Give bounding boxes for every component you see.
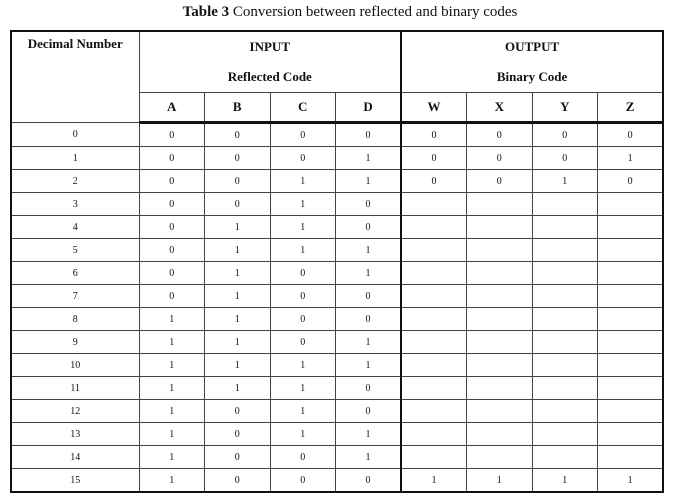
decimal-cell: 6 (11, 262, 139, 285)
input-cell-d: 1 (336, 262, 402, 285)
input-cell-d: 0 (336, 285, 402, 308)
output-cell-z: 1 (598, 469, 664, 493)
output-cell-y (532, 216, 598, 239)
output-cell-x: 1 (467, 469, 533, 493)
table-caption (0, 4, 700, 21)
output-cell-x (467, 446, 533, 469)
output-cell-y (532, 354, 598, 377)
table-row (11, 331, 663, 354)
output-cell-x: 0 (467, 123, 533, 147)
input-cell-c: 1 (270, 354, 336, 377)
input-cell-a: 0 (139, 170, 205, 193)
column-header-a: A (139, 93, 205, 123)
input-cell-b: 1 (205, 262, 271, 285)
output-cell-w (401, 423, 467, 446)
output-cell-x (467, 239, 533, 262)
output-cell-w (401, 331, 467, 354)
table-row (11, 216, 663, 239)
input-cell-d: 1 (336, 170, 402, 193)
input-cell-b: 1 (205, 331, 271, 354)
output-cell-z (598, 216, 664, 239)
table-row (11, 262, 663, 285)
output-cell-x (467, 423, 533, 446)
input-cell-c: 0 (270, 331, 336, 354)
output-cell-w (401, 262, 467, 285)
column-header-y: Y (532, 93, 598, 123)
table-row (11, 469, 663, 493)
output-header (401, 31, 663, 93)
output-cell-w (401, 446, 467, 469)
output-cell-y (532, 377, 598, 400)
table-row (11, 239, 663, 262)
output-cell-x (467, 377, 533, 400)
decimal-cell: 7 (11, 285, 139, 308)
input-cell-d: 0 (336, 469, 402, 493)
output-cell-w: 0 (401, 147, 467, 170)
input-cell-c: 1 (270, 193, 336, 216)
output-cell-y: 1 (532, 469, 598, 493)
input-cell-a: 0 (139, 147, 205, 170)
column-header-w: W (401, 93, 467, 123)
output-cell-y (532, 423, 598, 446)
output-cell-w (401, 193, 467, 216)
output-cell-x (467, 354, 533, 377)
column-header-z: Z (598, 93, 664, 123)
output-cell-y (532, 400, 598, 423)
table-body (11, 123, 663, 493)
output-cell-z: 1 (598, 147, 664, 170)
output-cell-z (598, 308, 664, 331)
input-cell-d: 1 (336, 331, 402, 354)
output-cell-y: 1 (532, 170, 598, 193)
output-cell-x: 0 (467, 170, 533, 193)
decimal-cell: 9 (11, 331, 139, 354)
input-cell-a: 1 (139, 446, 205, 469)
decimal-cell: 5 (11, 239, 139, 262)
table-row (11, 423, 663, 446)
output-cell-y (532, 262, 598, 285)
reflected-code-title: Reflected Code (227, 69, 312, 84)
input-cell-d: 0 (336, 377, 402, 400)
input-cell-d: 1 (336, 423, 402, 446)
output-cell-z (598, 423, 664, 446)
output-cell-z (598, 354, 664, 377)
column-header-x: X (467, 93, 533, 123)
input-cell-a: 0 (139, 216, 205, 239)
table-row (11, 123, 663, 147)
output-cell-w: 1 (401, 469, 467, 493)
table-row (11, 147, 663, 170)
input-cell-d: 0 (336, 193, 402, 216)
input-cell-b: 1 (205, 285, 271, 308)
decimal-cell: 15 (11, 469, 139, 493)
caption-label: Table 3 (182, 4, 230, 20)
output-cell-x (467, 331, 533, 354)
table-row (11, 308, 663, 331)
decimal-cell: 14 (11, 446, 139, 469)
conversion-table (10, 30, 664, 493)
output-cell-y (532, 446, 598, 469)
input-cell-c: 0 (270, 285, 336, 308)
input-cell-a: 1 (139, 308, 205, 331)
decimal-cell: 3 (11, 193, 139, 216)
output-cell-z (598, 331, 664, 354)
table-row (11, 193, 663, 216)
input-cell-d: 0 (336, 400, 402, 423)
output-cell-w (401, 239, 467, 262)
output-cell-w: 0 (401, 123, 467, 147)
output-cell-w: 0 (401, 170, 467, 193)
input-cell-d: 0 (336, 123, 402, 147)
output-cell-z: 0 (598, 123, 664, 147)
input-cell-c: 1 (270, 216, 336, 239)
input-title: INPUT (249, 39, 290, 54)
output-cell-z (598, 262, 664, 285)
input-cell-c: 0 (270, 147, 336, 170)
output-cell-y (532, 285, 598, 308)
input-cell-d: 0 (336, 308, 402, 331)
output-cell-w (401, 377, 467, 400)
input-header (139, 31, 401, 93)
column-header-d: D (336, 93, 402, 123)
output-cell-x (467, 193, 533, 216)
table-row (11, 170, 663, 193)
output-cell-w (401, 308, 467, 331)
input-cell-b: 0 (205, 423, 271, 446)
output-cell-z (598, 239, 664, 262)
input-cell-d: 1 (336, 446, 402, 469)
input-cell-c: 0 (270, 262, 336, 285)
output-cell-w (401, 216, 467, 239)
decimal-cell: 13 (11, 423, 139, 446)
input-cell-d: 1 (336, 354, 402, 377)
output-cell-y: 0 (532, 123, 598, 147)
decimal-cell: 8 (11, 308, 139, 331)
input-cell-b: 0 (205, 446, 271, 469)
output-cell-z: 0 (598, 170, 664, 193)
input-cell-a: 0 (139, 239, 205, 262)
input-cell-d: 1 (336, 239, 402, 262)
output-cell-z (598, 377, 664, 400)
output-cell-x: 0 (467, 147, 533, 170)
input-cell-c: 0 (270, 123, 336, 147)
output-cell-y (532, 239, 598, 262)
input-cell-c: 1 (270, 423, 336, 446)
decimal-cell: 1 (11, 147, 139, 170)
input-cell-a: 1 (139, 377, 205, 400)
input-cell-b: 1 (205, 354, 271, 377)
table-row (11, 400, 663, 423)
input-cell-b: 0 (205, 170, 271, 193)
input-cell-a: 0 (139, 123, 205, 147)
output-cell-w (401, 400, 467, 423)
output-cell-x (467, 285, 533, 308)
output-cell-x (467, 262, 533, 285)
decimal-cell: 11 (11, 377, 139, 400)
output-cell-z (598, 446, 664, 469)
input-cell-c: 1 (270, 239, 336, 262)
table-row (11, 354, 663, 377)
table-row (11, 446, 663, 469)
input-cell-b: 0 (205, 469, 271, 493)
output-cell-x (467, 216, 533, 239)
input-cell-b: 0 (205, 400, 271, 423)
decimal-cell: 0 (11, 123, 139, 147)
column-header-c: C (270, 93, 336, 123)
decimal-cell: 2 (11, 170, 139, 193)
input-cell-a: 0 (139, 193, 205, 216)
input-cell-b: 0 (205, 123, 271, 147)
output-cell-z (598, 285, 664, 308)
output-cell-z (598, 400, 664, 423)
input-cell-a: 0 (139, 285, 205, 308)
input-cell-c: 0 (270, 446, 336, 469)
output-cell-y: 0 (532, 147, 598, 170)
output-cell-z (598, 193, 664, 216)
output-cell-w (401, 285, 467, 308)
input-cell-b: 0 (205, 147, 271, 170)
decimal-cell: 4 (11, 216, 139, 239)
input-cell-c: 1 (270, 400, 336, 423)
output-cell-y (532, 308, 598, 331)
input-cell-a: 0 (139, 262, 205, 285)
input-cell-a: 1 (139, 331, 205, 354)
input-cell-d: 1 (336, 147, 402, 170)
output-cell-y (532, 193, 598, 216)
column-header-b: B (205, 93, 271, 123)
table-row (11, 285, 663, 308)
table-row (11, 377, 663, 400)
input-cell-d: 0 (336, 216, 402, 239)
decimal-cell: 12 (11, 400, 139, 423)
input-cell-c: 0 (270, 469, 336, 493)
input-cell-a: 1 (139, 354, 205, 377)
input-cell-c: 1 (270, 377, 336, 400)
input-cell-a: 1 (139, 469, 205, 493)
input-cell-b: 1 (205, 308, 271, 331)
output-title: OUTPUT (504, 39, 560, 54)
output-cell-w (401, 354, 467, 377)
decimal-number-header: Decimal Number (11, 31, 139, 123)
decimal-cell: 10 (11, 354, 139, 377)
input-cell-b: 1 (205, 239, 271, 262)
input-cell-b: 0 (205, 193, 271, 216)
input-cell-a: 1 (139, 423, 205, 446)
binary-code-title: Binary Code (496, 69, 568, 84)
output-cell-x (467, 400, 533, 423)
input-cell-b: 1 (205, 377, 271, 400)
caption-text: Conversion between reflected and binary codes (232, 4, 518, 20)
input-cell-a: 1 (139, 400, 205, 423)
output-cell-y (532, 331, 598, 354)
input-cell-c: 0 (270, 308, 336, 331)
input-cell-c: 1 (270, 170, 336, 193)
output-cell-x (467, 308, 533, 331)
input-cell-b: 1 (205, 216, 271, 239)
